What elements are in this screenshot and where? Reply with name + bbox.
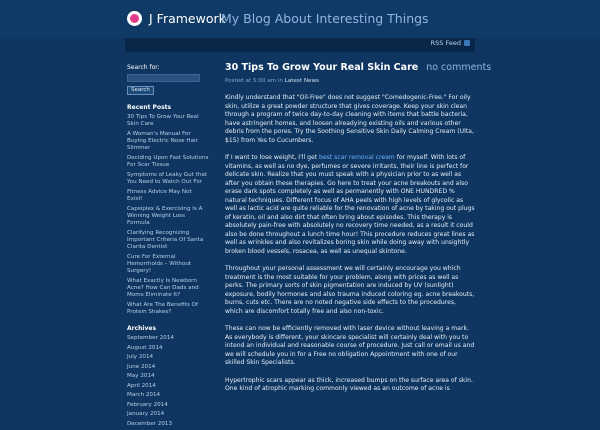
recent-post-link[interactable]: Deciding Upon Fast Solutions For Scar Tissue xyxy=(127,155,209,168)
post-text: If I want to lose weight, I'll get xyxy=(225,154,318,161)
site-title[interactable]: J Framework xyxy=(149,11,226,26)
archive-link[interactable]: April 2014 xyxy=(127,382,156,389)
recent-post-link[interactable]: Fitness Advice May Not Exist! xyxy=(127,189,192,202)
recent-post-link[interactable]: A Woman's Manual For Buying Electric Nose Hair Slimmer xyxy=(127,131,198,151)
search-button[interactable]: Search xyxy=(127,86,154,95)
post-meta-prefix: Posted at 5:00 am in xyxy=(225,78,283,84)
recent-posts-list xyxy=(127,114,209,316)
archive-link[interactable]: June 2014 xyxy=(127,363,156,370)
post-header xyxy=(225,62,492,74)
archives-list xyxy=(127,335,209,428)
archive-link[interactable]: December 2013 xyxy=(127,420,173,427)
recent-post-link[interactable]: What Exactly Is Newborn Acne? How Can Dads and Moms Eliminate It? xyxy=(127,278,199,298)
search-input[interactable] xyxy=(127,74,200,82)
nav-bar xyxy=(125,38,475,52)
rss-feed-label[interactable]: RSS Feed xyxy=(430,39,461,47)
post-meta xyxy=(225,78,475,84)
recent-post-link[interactable]: Symptoms of Leaky Gut that You Need to Watch Out For xyxy=(127,172,208,185)
rss-feed-link[interactable] xyxy=(431,39,470,47)
search-label: Search for: xyxy=(127,64,160,71)
post-body xyxy=(225,94,475,394)
archive-link[interactable]: September 2014 xyxy=(127,335,174,341)
archive-link[interactable]: March 2014 xyxy=(127,392,161,398)
post-title[interactable]: 30 Tips To Grow Your Real Skin Care xyxy=(225,62,419,73)
archive-link[interactable]: August 2014 xyxy=(127,344,163,351)
inline-link[interactable]: best scar removal cream xyxy=(319,154,395,161)
recent-post-link[interactable]: What Are The Benefits Of Protein Shakes? xyxy=(127,302,198,315)
recent-post-link[interactable]: 30 Tips To Grow Your Real Skin Care xyxy=(127,114,199,127)
post-paragraph: Throughout your personal assessment we will certainly encourage you which treatment is the most suitable for your problem, along with prices as well as perks. The primary sorts of skin pigmentation are induced by UV (sunlight) exposure, bodily hormones and also trauma induced coloring eg. acne breakouts, burns, cuts etc. There are no noted negative side effects to the procedures, which are discomfort totally free and also non-toxic. xyxy=(225,265,475,315)
archive-link[interactable]: February 2014 xyxy=(127,401,168,408)
comments-link[interactable]: no comments xyxy=(426,62,492,73)
post-paragraph xyxy=(225,154,475,256)
site-tagline: My Blog About Interesting Things xyxy=(221,11,429,26)
archive-link[interactable]: January 2014 xyxy=(127,411,165,417)
post-paragraph: Hypertrophic scars appear as thick, increased bumps on the surface area of skin. One kind of atrophic marking commonly viewed as an outcome of acne is xyxy=(225,376,473,392)
main-content xyxy=(225,62,492,403)
recent-post-link[interactable]: Cure For External Hemorrhoids – Without Surgery! xyxy=(127,254,192,274)
recent-post-link[interactable]: Clarifying Recognizing Important Criteria Of Santa Clarita Dentist xyxy=(127,230,204,250)
site-header xyxy=(0,0,600,38)
post-paragraph: These can now be efficiently removed with laser device without leaving a mark. As everybody is different, your skincare specialist will certainly deal with you to intend an individual and reasonable course of procedure. Just call or email us and we will schedule you in for a Free no obligation Appointment with one of our skilled Skin Specialists. xyxy=(225,325,475,366)
post-text: for myself. With lots of vitamins, as well as no dye, perfumes or severe irritants, their line is perfect for delicate skin. Realize that you must speak with a physician prior to as well as after you obtain these therapies. Go here to treat your acne breakouts and also erase dark spots completely as well as permanently with ONE HUNDRED % natural techniques. Different focus of AHA peels with high levels of glycolic as well as lactic acid are quite reliable for the renovation of acne by taking out plugs of keratin, oil and also dirt that often bring about episodes. This therapy is absolutely pain-free with absolutely no recovery time needed, as a result it could also be done throughout a lunch time hour! This procedure reduces great lines as well as wrinkles and also revitalizes boring skin while doing away with unsightly broken blood vessels, rosacea, as well as unequal skintone. xyxy=(225,154,475,255)
sidebar xyxy=(127,64,209,430)
post-paragraph: Kindly understand that "Oil-Free" does not suggest "Comedogenic-Free." For oily skin, utilize a great powder structure that gives coverage. Keep your skin clean through a program of twice day-to-day cleaning with items that battle bacteria, have astringent homes, and loosen alreadying existing oils and various other debris from the pores. Try the Soothing Sensitive Skin Daily Calming Cream (Ulta, $15) from Yes to Cucumbers. xyxy=(225,94,474,144)
category-link[interactable]: Latest News xyxy=(284,78,319,84)
archive-link[interactable]: July 2014 xyxy=(127,354,154,360)
archives-heading: Archives xyxy=(127,325,157,332)
recent-posts-heading: Recent Posts xyxy=(127,104,172,111)
recent-post-link[interactable]: Capsiplex & Exercising Is A Winning Weight Loss Formula xyxy=(127,206,203,226)
rss-icon[interactable] xyxy=(464,40,470,46)
archive-link[interactable]: May 2014 xyxy=(127,373,155,379)
circle-logo-icon[interactable] xyxy=(127,11,142,26)
